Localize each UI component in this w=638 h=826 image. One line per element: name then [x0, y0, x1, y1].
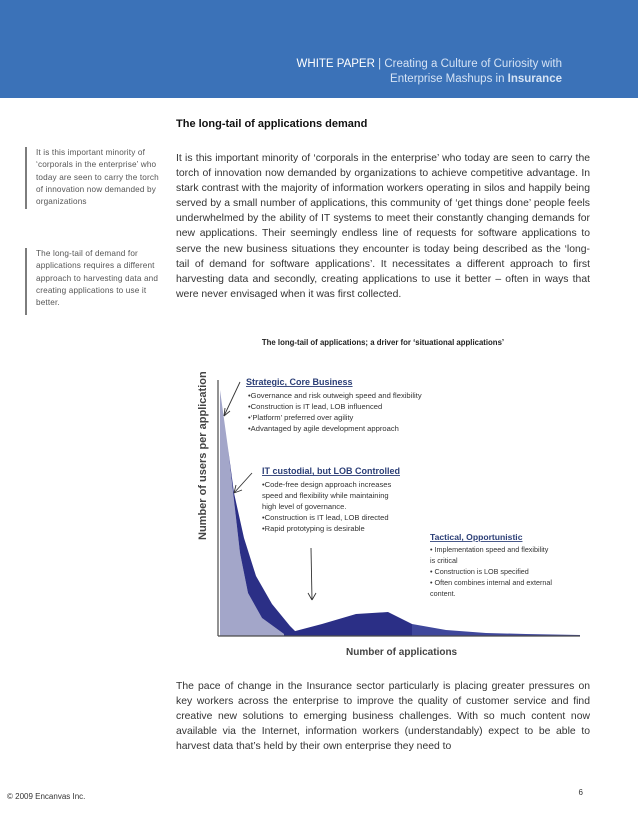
group-tactical-bullet-2: is critical [430, 556, 458, 565]
section-title: The long-tail of applications demand [176, 118, 368, 130]
arrow-custodial [234, 473, 252, 493]
group-custodial-bullet-4: •Construction is IT lead, LOB directed [262, 513, 389, 522]
group-core-bullet-2: •Construction is IT lead, LOB influenced [248, 402, 383, 411]
group-tactical-bullet-5: content. [430, 589, 456, 598]
group-tactical-bullet-1: • Implementation speed and flexibility [430, 545, 549, 554]
group-tactical-bullet-4: • Often combines internal and external [430, 578, 552, 587]
pull-quote-2: The long-tail of demand for applications requires a different approach to harvesting data and creating applications to use it better. [25, 248, 161, 315]
group-custodial-bullet-5: •Rapid prototyping is desirable [262, 524, 365, 533]
header-separator: | [374, 58, 385, 70]
figure-caption: The long-tail of applications; a driver for ‘situational applications’ [261, 338, 505, 347]
y-axis-label: Number of users per application [197, 371, 209, 540]
header-doc-type: WHITE PAPER [296, 58, 375, 70]
x-axis-label: Number of applications [346, 647, 458, 658]
group-core-bullet-3: •‘Platform’ preferred over agility [248, 413, 354, 422]
arrow-mid [308, 548, 316, 600]
page-number: 6 [578, 788, 583, 797]
group-custodial-bullet-1: •Code-free design approach increases [262, 480, 392, 489]
body-paragraph-2: The pace of change in the Insurance sector particularly is placing greater pressures on key workers across the enterprise to improve the quality of customer service and find creative new solutions to emerging business challenges. With so much content now available via the Internet, information workers (understandably) expect to be able to harvest data that’s held by their own enterprise they need to [176, 681, 590, 753]
group-tactical-bullet-3: • Construction is LOB specified [430, 567, 529, 576]
header-title-bold: Insurance [507, 73, 562, 85]
tail-area [412, 624, 580, 636]
body-paragraph-1: It is this important minority of ‘corporals in the enterprise’ who today are seen to carry the torch of innovation now demanded by organizations to achieve competitive advantage. In stark contrast with the majority of information workers operating in silos and happily being served by a small number of applications, this community of ‘get things done’ people feels underwhelmed by the ability of IT systems to meet their constantly changing demands for new applications. Their seemingly endless line of requests for software applications to serve the new business situations they encounter is today being described as the ‘long-tail of demand for software applications’. It necessitates a different approach to first harvesting data and secondly, creating applications to use it better – often in ways that were never envisaged when it was first collected. [176, 153, 590, 300]
mid-area [284, 612, 422, 636]
arrow-core [224, 382, 240, 416]
group-custodial-bullet-2: speed and flexibility while maintaining [262, 491, 389, 500]
long-tail-figure [186, 368, 580, 660]
footer-copyright: © 2009 Encanvas Inc. [7, 792, 86, 801]
group-core-title: Strategic, Core Business [246, 377, 353, 387]
header-title-line2: Enterprise Mashups in [390, 73, 508, 85]
header-banner [0, 0, 638, 98]
group-core-bullet-4: •Advantaged by agile development approach [248, 424, 399, 433]
header-title-line1: Creating a Culture of Curiosity with [384, 58, 562, 70]
group-tactical-title: Tactical, Opportunistic [430, 532, 523, 542]
group-core-bullet-1: •Governance and risk outweigh speed and flexibility [248, 391, 422, 400]
group-custodial-title: IT custodial, but LOB Controlled [262, 466, 400, 476]
pull-quote-1: It is this important minority of ‘corporals in the enterprise’ who today are seen to carry the torch of innovation now demanded by organizations [25, 147, 161, 209]
group-custodial-bullet-3: high level of governance. [262, 502, 347, 511]
header-title [202, 57, 562, 87]
